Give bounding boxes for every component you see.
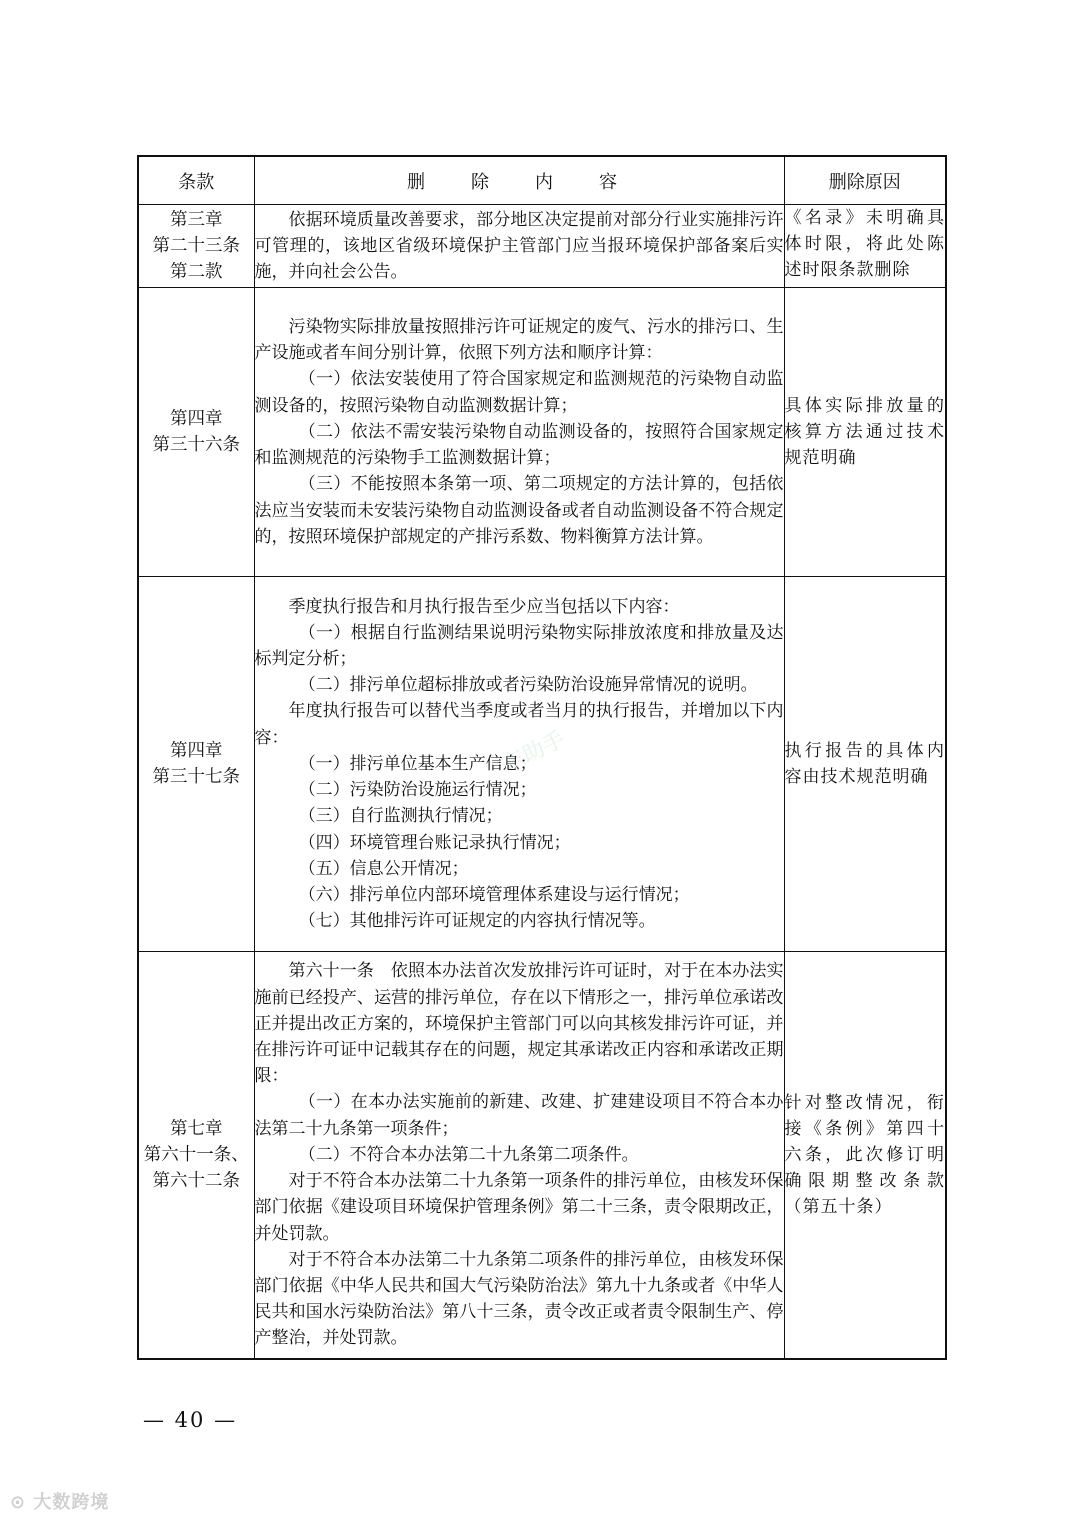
clause-line: 第四章	[170, 741, 223, 761]
content-paragraph: （二）排污单位超标排放或者污染防治设施异常情况的说明。	[298, 675, 758, 696]
content-cell	[254, 205, 784, 288]
clause-line: 第四章	[170, 409, 223, 429]
table-row	[138, 288, 946, 577]
content-cell	[254, 288, 784, 577]
content-paragraph: 对于不符合本办法第二十九条第一项条件的排污单位，由核发环保部门依据《建设项目环境保护管理条例》第二十三条，责令限期改正，并处罚款。	[254, 1171, 784, 1244]
content-paragraph: 对于不符合本办法第二十九条第二项条件的排污单位，由核发环保部门依据《中华人民共和国大气污染防治法》第九十九条或者《中华人民共和国水污染防治法》第八十三条，责令改正或者责令限制生产、停产整治，并处罚款。	[254, 1249, 784, 1349]
content-paragraph: （一）在本办法实施前的新建、改建、扩建建设项目不符合本办法第二十九条第一项条件；	[254, 1092, 784, 1139]
watermark-text: 大数跨境	[33, 1492, 110, 1513]
table-header-row	[138, 156, 946, 205]
table-row	[138, 952, 946, 1360]
clause-line: 第三十七条	[152, 767, 240, 787]
content-paragraph: （七）其他排污许可证规定的内容执行情况等。	[298, 911, 656, 932]
clause-line: 第三十六条	[152, 435, 240, 455]
content-paragraph: （二）依法不需安装污染物自动监测设备的，按照符合国家规定和监测规范的污染物手工监测数据计算；	[254, 421, 784, 469]
content-cell	[254, 952, 784, 1360]
clause-cell	[138, 577, 254, 952]
content-paragraph: （四）环境管理台账记录执行情况；	[298, 832, 571, 853]
page-number: — 40 —	[143, 1408, 238, 1432]
content-paragraph: （一）根据自行监测结果说明污染物实际排放浓度和排放量及达标判定分析；	[254, 622, 784, 670]
content-paragraph: （二）不符合本办法第二十九条第二项条件。	[298, 1144, 639, 1165]
clause-line: 第六十二条	[152, 1171, 240, 1191]
weibo-icon: ⊙	[10, 1492, 27, 1513]
header-clause: 条款	[138, 156, 254, 205]
content-paragraph: 依据环境质量改善要求，部分地区决定提前对部分行业实施排污许可管理的，该地区省级环境保护主管部门应当报环境保护部备案后实施，并向社会公告。	[254, 209, 784, 283]
source-watermark	[10, 1488, 109, 1514]
clause-line: 第二款	[170, 262, 223, 282]
content-paragraph: 第六十一条 依照本办法首次发放排污许可证时，对于在本办法实施前已经投产、运营的排污单位，存在以下情形之一，排污单位承诺改正并提出改正方案的，环境保护主管部门可以向其核发排污许可证，并在排污许可证中记载其存在的问题，规定其承诺改正内容和承诺改正期限：	[254, 961, 784, 1087]
content-paragraph: （六）排污单位内部环境管理体系建设与运行情况；	[298, 884, 690, 905]
content-paragraph: （一）排污单位基本生产信息；	[298, 753, 537, 774]
reason-cell: 具体实际排放量的核算方法通过技术规范明确	[784, 288, 946, 577]
clause-line: 第二十三条	[152, 236, 240, 256]
content-paragraph: （五）信息公开情况；	[298, 858, 469, 879]
content-paragraph: （二）污染防治设施运行情况；	[298, 780, 537, 801]
content-paragraph: （三）自行监测执行情况；	[298, 806, 503, 827]
content-paragraph: （一）依法安装使用了符合国家规定和监测规范的污染物自动监测设备的，按照污染物自动监测数据计算；	[254, 369, 784, 416]
clause-cell	[138, 288, 254, 577]
clause-line: 第七章	[170, 1119, 223, 1139]
reason-cell: 针对整改情况，衔接《条例》第四十六条，此次修订明确限期整改条款（第五十条）	[784, 952, 946, 1360]
header-content: 删 除 内 容	[254, 156, 784, 205]
content-paragraph: 污染物实际排放量按照排污许可证规定的废气、污水的排污口、生产设施或者车间分别计算，依照下列方法和顺序计算：	[254, 317, 784, 364]
clause-line: 第三章	[170, 210, 223, 230]
reason-cell: 执行报告的具体内容由技术规范明确	[784, 577, 946, 952]
content-paragraph: 年度执行报告可以替代当季度或者当月的执行报告，并增加以下内容：	[254, 701, 784, 748]
clause-line: 第六十一条、	[143, 1145, 249, 1165]
reason-cell: 《名录》未明确具体时限，将此处陈述时限条款删除	[784, 205, 946, 288]
table-row	[138, 205, 946, 288]
content-paragraph: （三）不能按照本条第一项、第二项规定的方法计算的，包括依法应当安装而未安装污染物自动监测设备或者自动监测设备不符合规定的，按照环境保护部规定的产排污系数、物料衡算方法计算。	[254, 474, 784, 547]
table-row	[138, 577, 946, 952]
clause-cell	[138, 952, 254, 1360]
clause-cell	[138, 205, 254, 288]
faint-watermark: 东助手	[498, 727, 570, 778]
header-reason: 删除原因	[784, 156, 946, 205]
content-paragraph: 季度执行报告和月执行报告至少应当包括以下内容：	[288, 596, 680, 617]
